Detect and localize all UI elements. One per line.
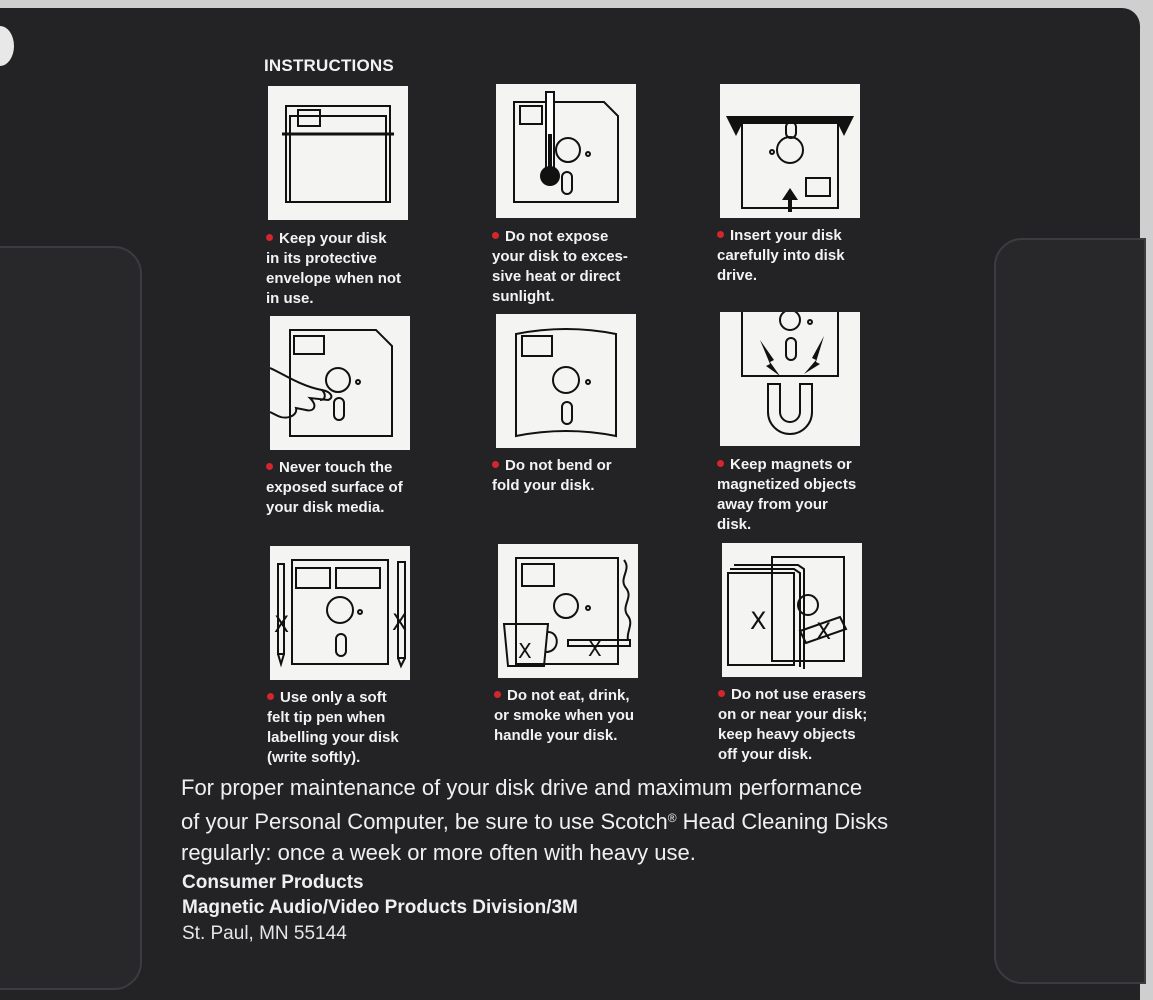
maintenance-note: For proper maintenance of your disk drive and maximum performance of your Personal Computer, be sure to use Scotch® Head Cleaning Disks regularly: once a week or more often with heavy use. — [181, 775, 889, 865]
panel-insert — [720, 84, 860, 218]
caption-insert: Insert your disk carefully into disk drive. — [717, 227, 845, 284]
registered-mark: ® — [667, 811, 677, 825]
caption-magnet: Keep magnets or magnetized objects away from your disk. — [717, 456, 857, 533]
right-flap — [994, 238, 1146, 984]
panel-eat — [498, 544, 638, 678]
panel-heat — [496, 84, 636, 218]
caption-eat: Do not eat, drink, or smoke when you handle your disk. — [494, 687, 635, 744]
left-flap — [0, 246, 142, 990]
cup-cigarette-disk-icon — [498, 544, 638, 678]
panel-touch — [270, 316, 410, 450]
bullet — [492, 232, 499, 239]
x-mark: X — [518, 639, 532, 663]
x-mark: X — [816, 620, 832, 645]
bullet — [717, 460, 724, 467]
pen-pencil-disk-icon — [270, 546, 410, 680]
panel-envelope — [268, 86, 408, 220]
bullet — [492, 461, 499, 468]
bullet — [718, 690, 725, 697]
caption-touch: Never touch the exposed surface of your disk media. — [266, 459, 403, 516]
disk-in-envelope-icon — [268, 86, 408, 220]
finger-touch-disk-icon — [270, 316, 410, 450]
panel-bend — [496, 314, 636, 448]
panel-pen — [270, 546, 410, 680]
x-mark: X — [750, 607, 767, 635]
bullet — [266, 234, 273, 241]
thermometer-disk-icon — [496, 84, 636, 218]
x-mark: X — [274, 613, 290, 638]
book-eraser-disk-icon — [722, 543, 862, 677]
panel-magnet — [720, 312, 860, 446]
caption-envelope: Keep your disk in its protective envelope when not in use. — [266, 230, 402, 307]
punch-hole — [0, 26, 14, 66]
bullet — [266, 463, 273, 470]
bullet — [494, 691, 501, 698]
caption-eraser: Do not use erasers on or near your disk; keep heavy objects off your disk. — [718, 686, 868, 763]
company-address: St. Paul, MN 55144 — [182, 923, 347, 944]
caption-pen: Use only a soft felt tip pen when labelling your disk (write softly). — [267, 689, 399, 766]
bullet — [717, 231, 724, 238]
bullet — [267, 693, 274, 700]
company-line-1: Consumer Products — [182, 872, 364, 893]
panel-eraser — [722, 543, 862, 677]
instructions-heading: INSTRUCTIONS — [264, 56, 394, 75]
insert-disk-icon — [720, 84, 860, 218]
x-mark: X — [392, 611, 408, 636]
magnet-disk-icon — [720, 312, 860, 446]
caption-bend: Do not bend or fold your disk. — [492, 457, 612, 494]
caption-heat: Do not expose your disk to exces- sive heat or direct sunlight. — [492, 228, 628, 305]
x-mark: X — [588, 637, 602, 661]
bent-disk-icon — [496, 314, 636, 448]
company-line-2: Magnetic Audio/Video Products Division/3M — [182, 897, 578, 918]
